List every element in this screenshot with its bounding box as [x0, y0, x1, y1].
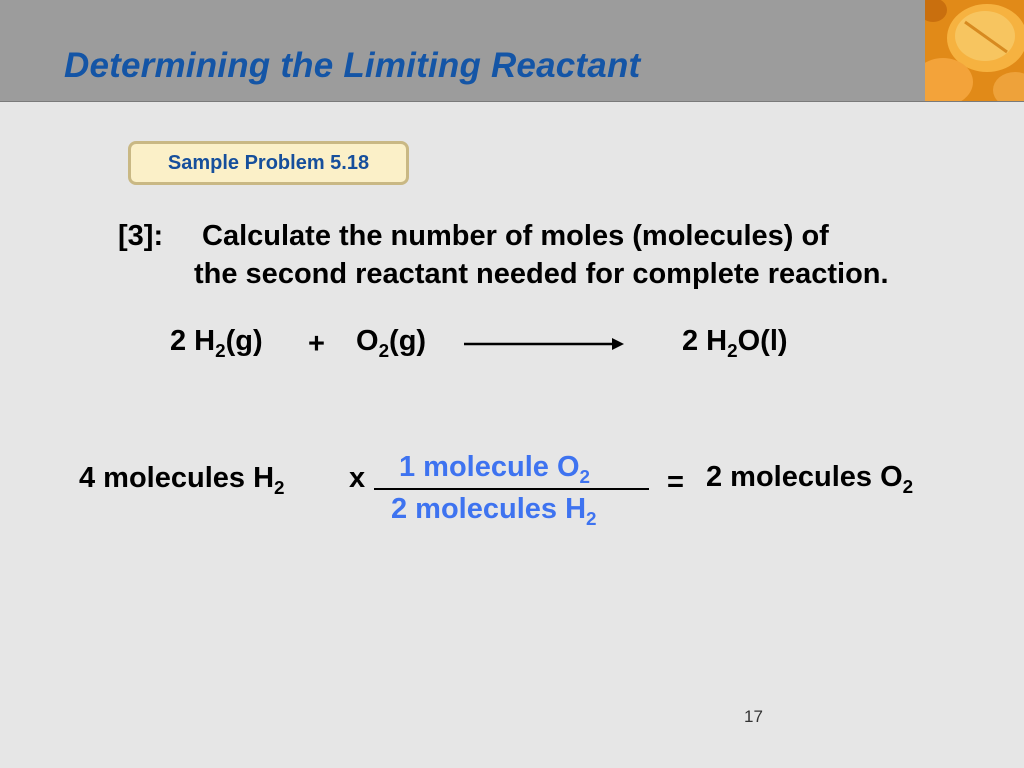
- page-number: 17: [744, 707, 763, 726]
- plus-sign: +: [308, 328, 325, 360]
- reaction-arrow: [464, 335, 626, 353]
- fraction-numerator: 1 molecule $O_2$: [399, 451, 590, 487]
- product-h2o: 2 $H_2O(l)$: [682, 325, 788, 361]
- fraction-denominator: 2 molecules $H_2$: [391, 493, 597, 529]
- step-text-line2: the second reactant needed for complete reaction.: [194, 258, 889, 290]
- reactant-h2: 2 $H_2(g)$: [170, 325, 263, 361]
- fraction-bar: [374, 488, 649, 490]
- given-quantity: 4 molecules $H_2$: [79, 462, 285, 498]
- pills-photo: [925, 0, 1024, 101]
- sample-problem-badge: Sample Problem 5.18: [128, 141, 409, 185]
- step-text-line1: Calculate the number of moles (molecules) of: [202, 220, 829, 252]
- step-label: [3]:: [118, 220, 164, 252]
- equals-sign: =: [667, 466, 684, 498]
- times-sign: x: [349, 462, 366, 494]
- result-quantity: 2 molecules $O_2$: [706, 461, 914, 497]
- reactant-o2: $O_2(g)$: [356, 325, 427, 361]
- slide-title: Determining the Limiting Reactant: [64, 46, 641, 85]
